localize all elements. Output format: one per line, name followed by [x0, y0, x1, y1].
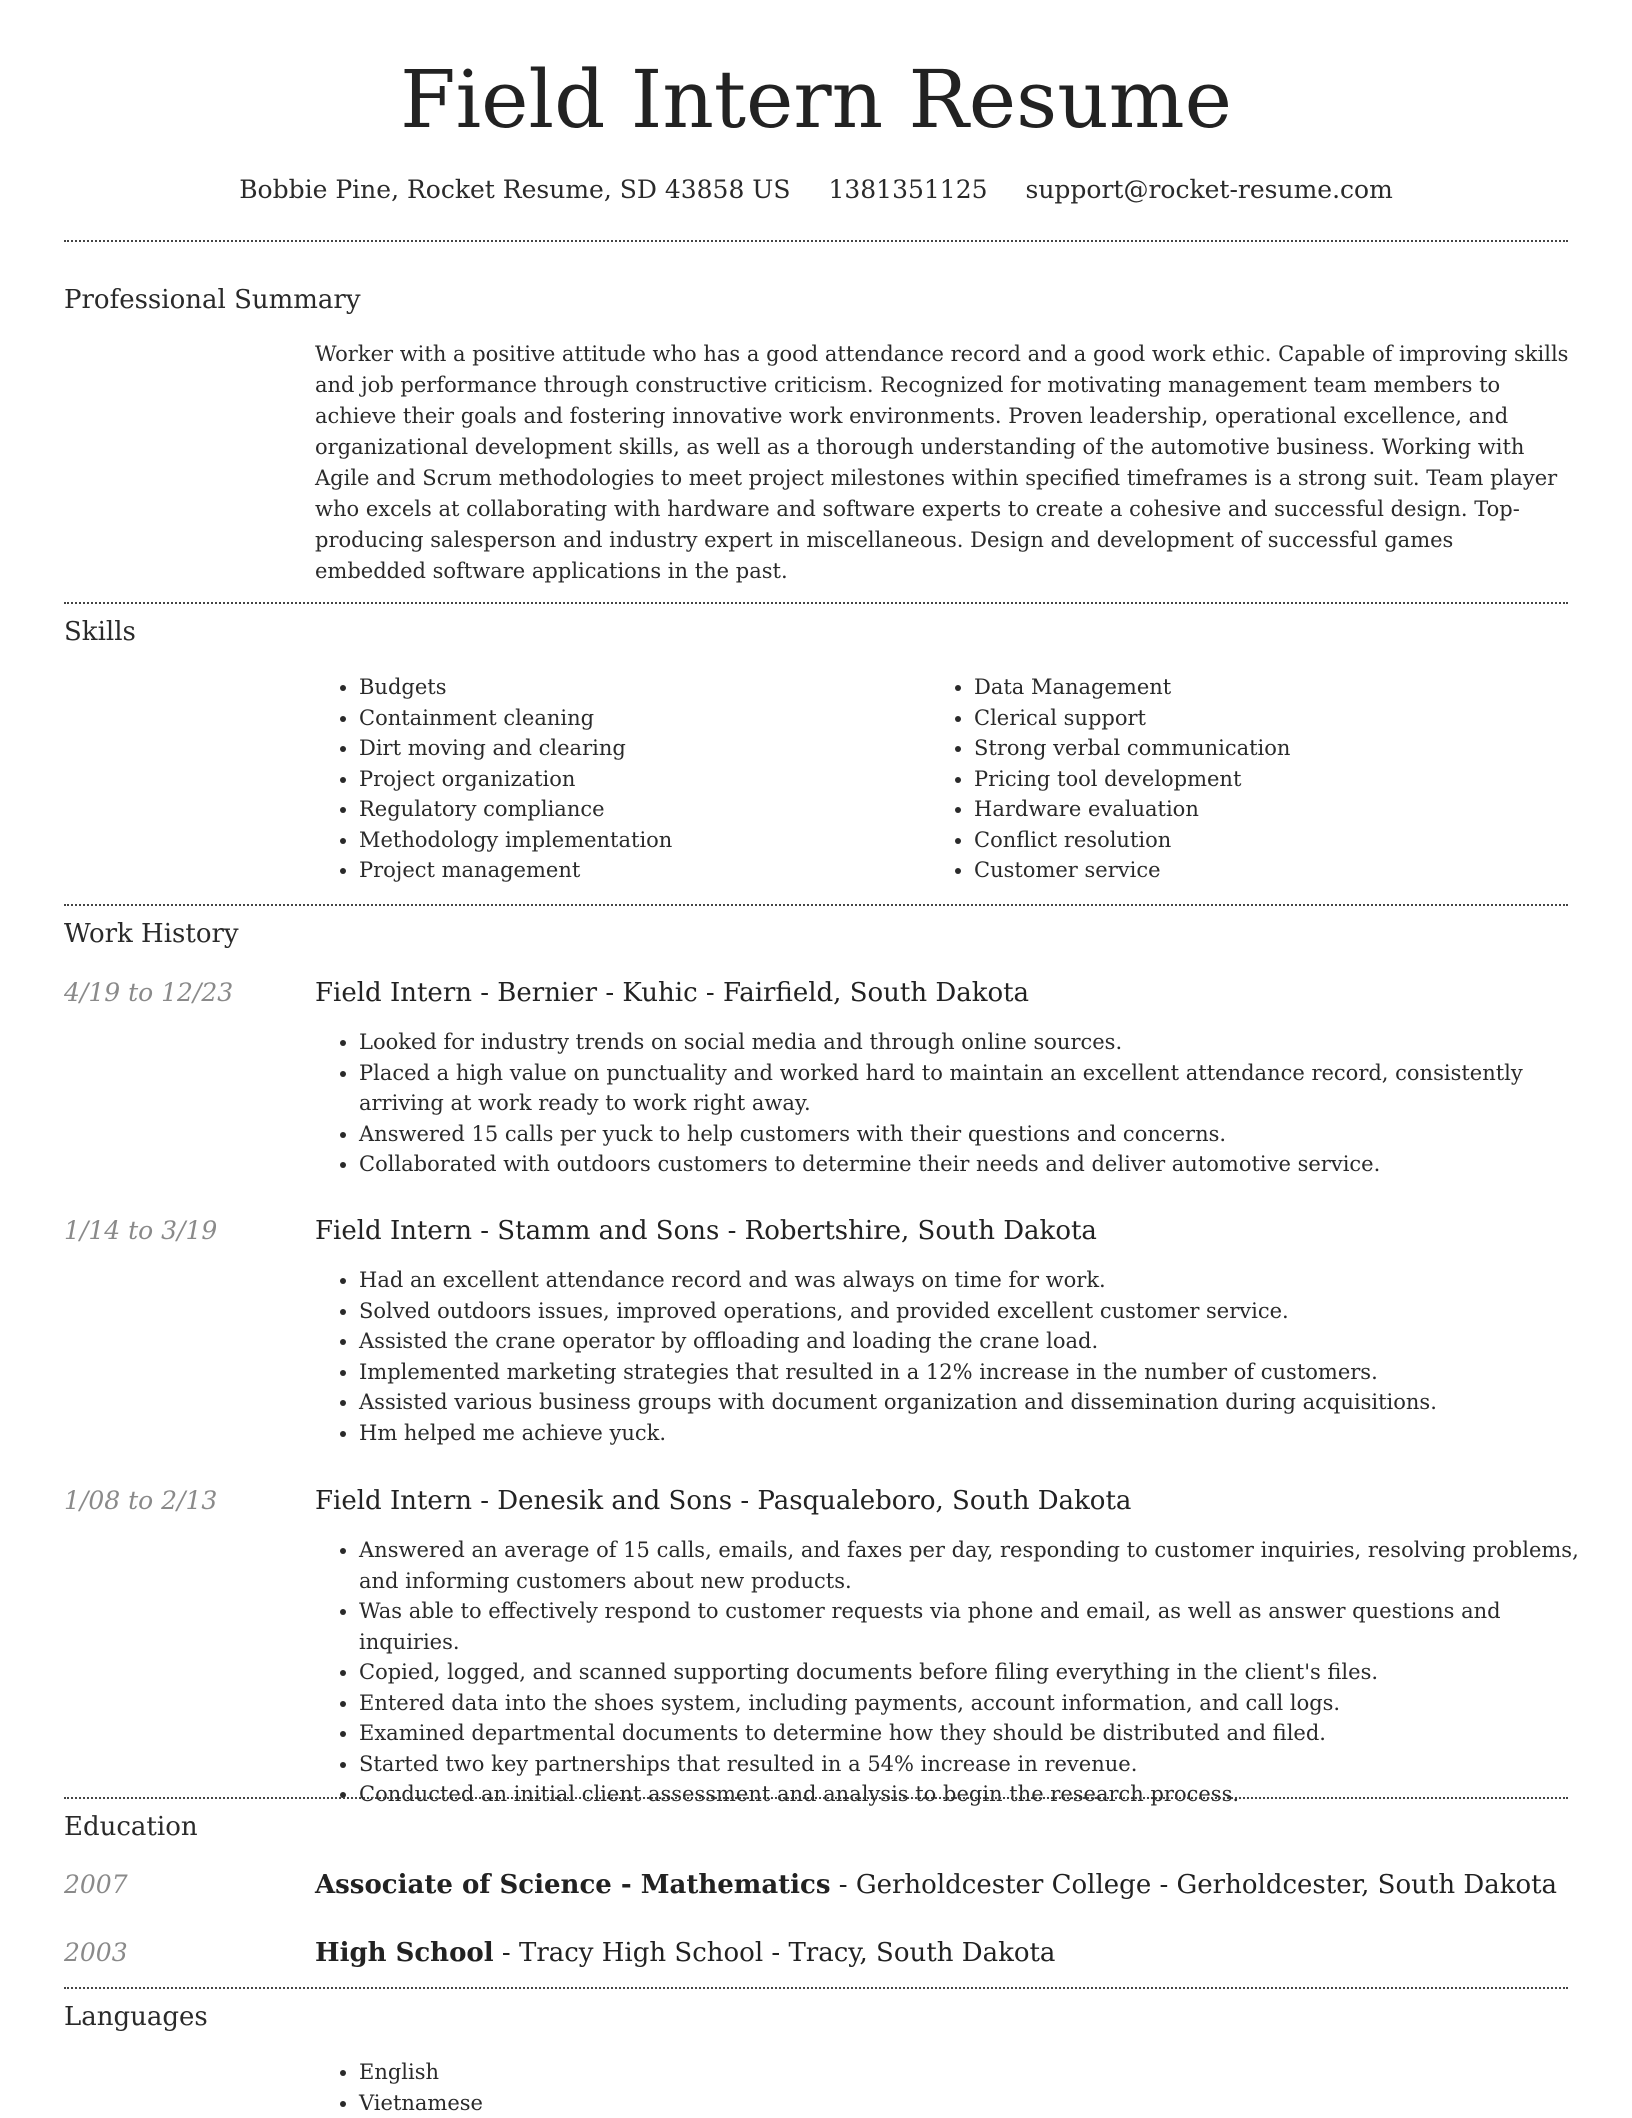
skill-item: • Clerical support: [974, 703, 1574, 734]
skill-item: • Conflict resolution: [974, 825, 1574, 856]
education-school: - Tracy High School - Tracy, South Dakota: [494, 1938, 1056, 1968]
skill-item: • Data Management: [974, 672, 1574, 703]
job-bullets: [315, 1535, 1589, 1810]
contact-phone: 1381351125: [828, 175, 987, 204]
job-dates: 4/19 to 12/23: [64, 975, 233, 1011]
job-bullet: • Collaborated with outdoors customers to determine their needs and deliver automotive service.: [359, 1149, 1589, 1180]
education-year: 2007: [64, 1867, 128, 1903]
skill-item: • Project management: [359, 855, 919, 886]
summary-heading: Professional Summary: [64, 282, 361, 318]
job-title: Field Intern - Denesik and Sons - Pasqualeboro, South Dakota: [315, 1483, 1131, 1519]
contact-line: [0, 170, 1632, 210]
job-bullet: • Assisted various business groups with document organization and dissemination during acquisitions.: [359, 1387, 1589, 1418]
languages-list: [315, 2057, 959, 2118]
skill-item: • Project organization: [359, 764, 919, 795]
skills-heading: Skills: [64, 614, 136, 650]
work-heading: Work History: [64, 916, 239, 952]
job-bullet: • Assisted the crane operator by offloading and loading the crane load.: [359, 1326, 1589, 1357]
education-heading: Education: [64, 1809, 198, 1845]
job-bullet: • Copied, logged, and scanned supporting documents before filing everything in the client's files.: [359, 1657, 1589, 1688]
job-bullet: • Conducted an initial client assessment and analysis to begin the research process.: [359, 1779, 1589, 1810]
job-title: Field Intern - Stamm and Sons - Robertshire, South Dakota: [315, 1213, 1097, 1249]
skill-item: • Customer service: [974, 855, 1574, 886]
job-bullets: [315, 1265, 1589, 1448]
language-item: • English: [359, 2057, 959, 2088]
skill-item: • Containment cleaning: [359, 703, 919, 734]
section-divider: [64, 904, 1568, 906]
section-divider: [64, 1987, 1568, 1989]
job-bullets: [315, 1027, 1589, 1180]
skill-item: • Dirt moving and clearing: [359, 733, 919, 764]
job-dates: 1/14 to 3/19: [64, 1213, 217, 1249]
section-divider: [64, 240, 1568, 242]
education-degree: High School: [315, 1938, 494, 1968]
skill-item: • Pricing tool development: [974, 764, 1574, 795]
skill-item: • Methodology implementation: [359, 825, 919, 856]
section-divider: [64, 1797, 1568, 1799]
section-divider: [64, 602, 1568, 604]
education-degree: Associate of Science - Mathematics: [315, 1870, 831, 1900]
job-bullet: • Entered data into the shoes system, including payments, account information, and call logs.: [359, 1688, 1589, 1719]
contact-address: Bobbie Pine, Rocket Resume, SD 43858 US: [239, 175, 790, 204]
education-year: 2003: [64, 1935, 128, 1971]
education-school: - Gerholdcester College - Gerholdcester, South Dakota: [831, 1870, 1558, 1900]
education-entry: [315, 1867, 1557, 1903]
job-bullet: • Looked for industry trends on social media and through online sources.: [359, 1027, 1589, 1058]
skills-list-left: [315, 672, 919, 886]
skill-item: • Strong verbal communication: [974, 733, 1574, 764]
job-bullet: • Hm helped me achieve yuck.: [359, 1418, 1589, 1449]
summary-text: Worker with a positive attitude who has a good attendance record and a good work ethic. Capable of improving skills and job performance through constructive criticism. Recognized for motivating management team members to achieve their goals and fostering innovative work environments. Proven leadership, operational excellence, and organizational development skills, as well as a thorough understanding of the automotive business. Working with Agile and Scrum methodologies to meet project milestones within specified timeframes is a strong suit. Team player who excels at collaborating with hardware and software experts to create a cohesive and successful design. Top-producing salesperson and industry expert in miscellaneous. Design and development of successful games embedded software applications in the past.: [315, 339, 1570, 587]
job-title: Field Intern - Bernier - Kuhic - Fairfield, South Dakota: [315, 975, 1029, 1011]
contact-email: support@rocket-resume.com: [1025, 175, 1392, 204]
languages-heading: Languages: [64, 1999, 208, 2035]
job-bullet: • Placed a high value on punctuality and worked hard to maintain an excellent attendance record, consistently arriving at work ready to work right away.: [359, 1058, 1589, 1119]
skill-item: • Hardware evaluation: [974, 794, 1574, 825]
skills-list-right: [930, 672, 1574, 886]
skill-item: • Regulatory compliance: [359, 794, 919, 825]
job-bullet: • Answered 15 calls per yuck to help customers with their questions and concerns.: [359, 1119, 1589, 1150]
job-bullet: • Had an excellent attendance record and was always on time for work.: [359, 1265, 1589, 1296]
language-item: • Vietnamese: [359, 2088, 959, 2118]
job-bullet: • Solved outdoors issues, improved operations, and provided excellent customer service.: [359, 1296, 1589, 1327]
education-entry: [315, 1935, 1055, 1971]
skill-item: • Budgets: [359, 672, 919, 703]
job-dates: 1/08 to 2/13: [64, 1483, 217, 1519]
job-bullet: • Implemented marketing strategies that resulted in a 12% increase in the number of customers.: [359, 1357, 1589, 1388]
job-bullet: • Was able to effectively respond to customer requests via phone and email, as well as answer questions and inquiries.: [359, 1596, 1589, 1657]
job-bullet: • Started two key partnerships that resulted in a 54% increase in revenue.: [359, 1749, 1589, 1780]
job-bullet: • Answered an average of 15 calls, emails, and faxes per day, responding to customer inquiries, resolving problems, and informing customers about new products.: [359, 1535, 1589, 1596]
resume-title: Field Intern Resume: [0, 50, 1632, 150]
job-bullet: • Examined departmental documents to determine how they should be distributed and filed.: [359, 1718, 1589, 1749]
